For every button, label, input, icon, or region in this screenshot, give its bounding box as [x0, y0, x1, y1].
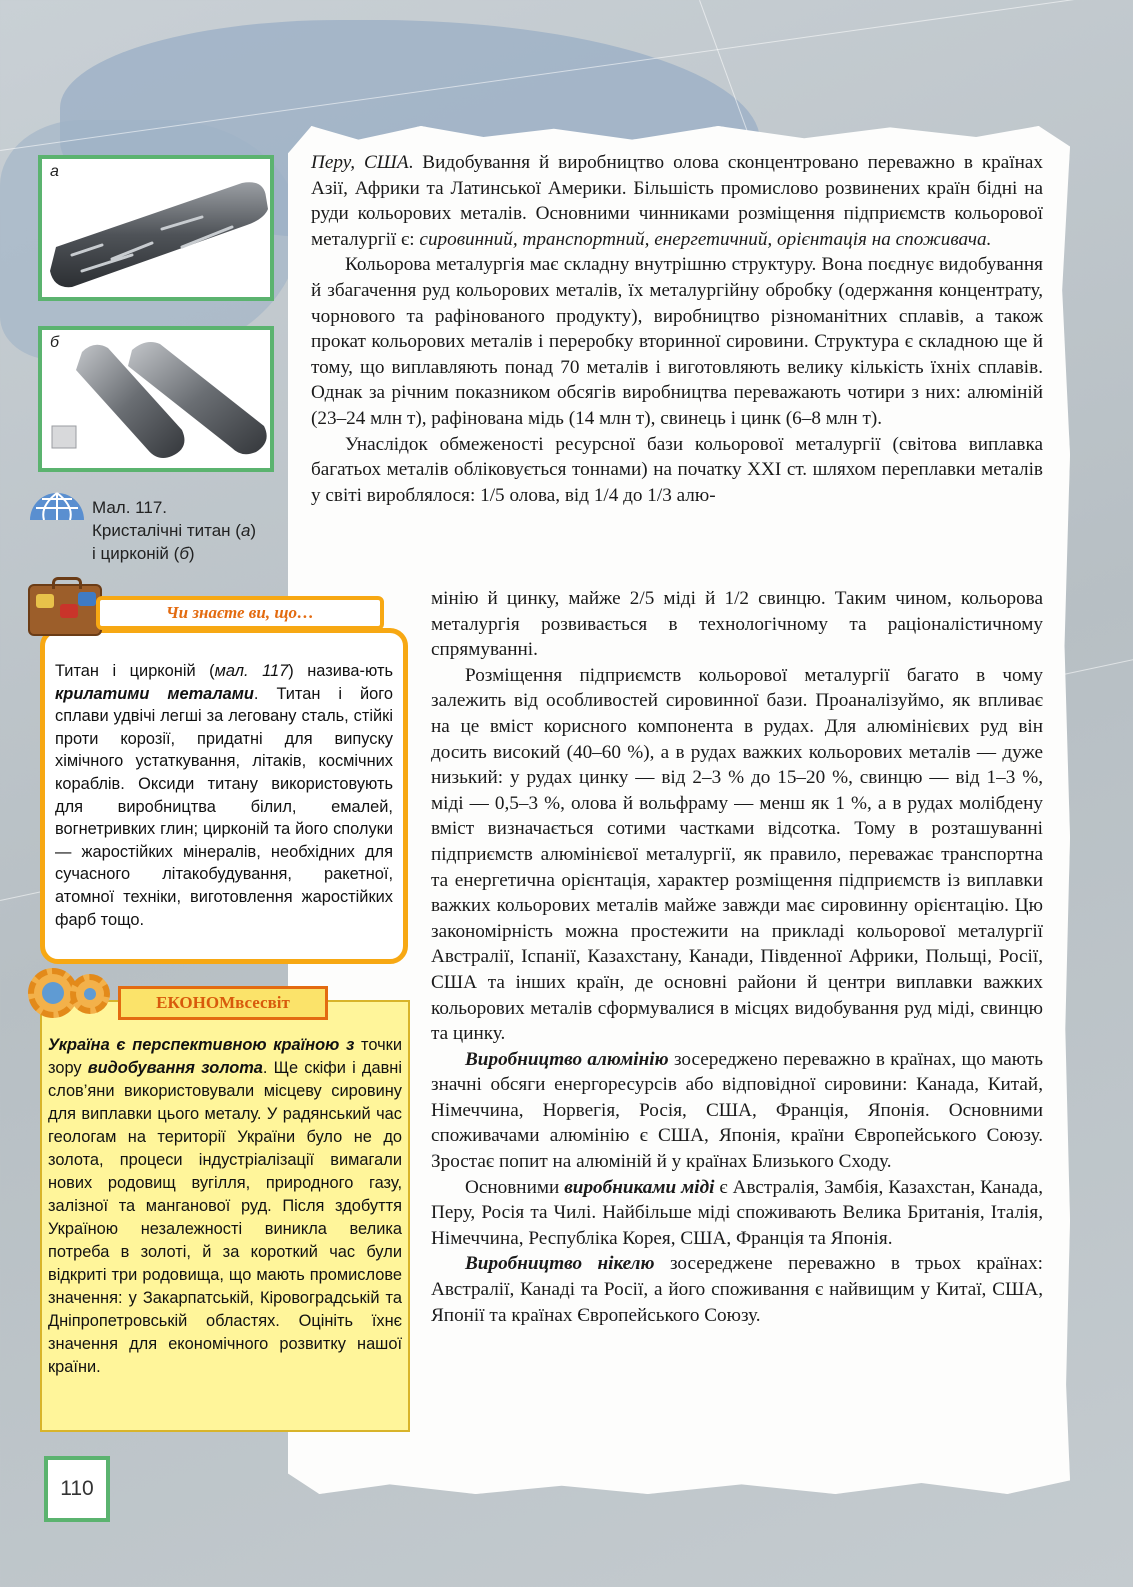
econ-world-text: [48, 1034, 402, 1379]
caption-text: ): [250, 521, 257, 540]
text-span: зосереджено переважно в країнах, що мають значні обсяги енергоресурсів або відповідної сировини: Канада, Китай, Німеччина, Норвегія, Росія, США, Франція, Японія. Основними споживачами алюмінію є США, Японія, країни Європейського Союзу. Зростає попит на алюміній й у країнах Близького Сходу.: [431, 1048, 1043, 1173]
paragraph: [311, 150, 1043, 252]
main-text-bottom: [431, 586, 1043, 1328]
photo-label-a: а: [50, 163, 59, 180]
caption-text: ): [188, 544, 195, 563]
text-span: . Титан і його сплави удвічі легші за леговану сталь, стійкі проти корозії, придатні для випуску хімічного устаткування, літаків, космічних кораблів. Оксиди титану використовують для виробництва білил, емалей, вогнетривких глин; цирконій та його сполуки — жаростійких мінералів, необхідних для сучасного літакобудування, ракетної, атомної техніки, виготовлення жаростійких фарб тощо.: [55, 684, 393, 929]
did-you-know-text: [55, 660, 393, 931]
highlighted-term: крилатими металами: [55, 684, 254, 703]
photo-titanium: [38, 155, 274, 301]
text-span: Титан і цирконій (: [55, 662, 215, 680]
gear-icon: [70, 974, 110, 1014]
paragraph: мінію й цинку, майже 2/5 міді й 1/2 свинцю. Таким чином, кольорова металургія розвивається в технологічному та раціоналістичному спрямуванні.: [431, 588, 1043, 661]
italic-term: сировинний, транспортний, енергетичний, орієнтація на споживача.: [419, 228, 992, 250]
caption-number: Мал. 117.: [92, 498, 167, 517]
paragraph: Унаслідок обмеженості ресурсної бази кольорової металургії (світова виплавка багатьох металів обліковується тоннами) на початку XXI ст. шляхом переплавки металів у світі вироблялося: 1/5 олова, від 1/4 до 1/3 алю-: [311, 433, 1043, 506]
main-text-top: [311, 150, 1043, 508]
text-span: . Видобування й виробництво олова сконцентровано переважно в країнах Азії, Африки та Латинської Америки. Більшість промислово розвинених країн бідні на руди кольорових металів. Основними чинниками розміщення підприємств кольорової металургії є:: [311, 152, 1043, 250]
figure-reference: мал. 117: [214, 662, 289, 680]
photo-zirconium: [38, 326, 274, 472]
text-span: є Австралія, Замбія, Казахстан, Канада, Перу, Росія та Чилі. Найбільше міді споживають Велика Британія, Італія, Німеччина, Республіка Корея, США, Франція та Японія.: [431, 1176, 1044, 1249]
highlighted-term: Виробництво нікелю: [465, 1253, 655, 1275]
caption-ref-a: а: [240, 521, 251, 540]
highlighted-term: виробниками міді: [564, 1176, 715, 1198]
paragraph: [431, 1175, 1043, 1252]
paragraph: [431, 1251, 1043, 1328]
text-span: зосереджене переважно в трьох країнах: Австралії, Канаді та Росії, а його споживання є найвищим у Китаї, США, Японії та країнах Європейського Союзу.: [431, 1253, 1043, 1326]
highlighted-term: Україна є перспективною країною з: [48, 1036, 355, 1054]
figure-caption: [92, 496, 256, 565]
page-number: 110: [44, 1456, 110, 1522]
zirconium-rods-image: [42, 330, 270, 468]
econ-world-title: ЕКОНОМвсесвіт: [118, 986, 328, 1020]
titanium-crystal-image: [42, 159, 270, 297]
caption-text: Кристалічні титан (: [92, 521, 241, 540]
suitcase-icon: [28, 584, 102, 636]
paragraph: Розміщення підприємств кольорової металургії багато в чому залежить від особливостей сировинної бази. Проаналізуймо, як впливає на це вміст корисного компонента в рудах. Для алюмінієвих руд він досить високий (40–60 %), а в рудах важких кольорових металів — дуже низький: у рудах цинку — від 2–3 % до 15–20 %, свинцю — від 1–3 %, міді — 0,5–3 %, олова й вольфраму — менш як 1 %, а в рудах молібдену вміст визначається сотими частками відсотка. Тому в розташуванні підприємств алюмінієвої металургії, як правило, переважає транспортна та енергетична орієнтація, характер розміщення підприємств із виплавки важких кольорових металів майже завжди має сировинну орієнтацію. Цю закономірність можна простежити на прикладі кольорової металургії Австралії, Іспанії, Казахстану, Канади, Південної Африки, Польщі, Росії, США та інших країн, де основні райони й центри виплавки важких кольорових металів сформувалися в місцях видобування руд міді, свинцю та цинку.: [431, 664, 1043, 1045]
paragraph: Кольорова металургія має складну внутрішню структуру. Вона поєднує видобування й збагачення руд кольорових металів, їх металургійну обробку (одержання концентрату, чорнового та рафінованого продукту), виробництво різноманітних сплавів, а також прокат кольорових металів і переробку вторинної сировини. Структура є складною ще й тому, що виплавляють понад 70 металів і виготовляють велику кількість їхніх сплавів. Однак за річним показником обсягів виробництва переважають чотири з них: алюміній (23–24 млн т), рафінована мідь (14 млн т), свинець і цинк (6–8 млн т).: [311, 254, 1043, 429]
highlighted-term: видобування золота: [87, 1059, 263, 1077]
italic-term: Перу, США: [311, 152, 409, 173]
text-span: Основними: [465, 1176, 565, 1198]
caption-text: і цирконій (: [92, 544, 180, 563]
globe-icon: [28, 490, 86, 520]
photo-label-b: б: [50, 334, 59, 351]
text-span: точки зору: [48, 1036, 403, 1077]
caption-ref-b: б: [179, 544, 189, 563]
text-span: . Ще скіфи і давні слов’яни використовували місцеву сировину для виплавки цього металу. У радянський час геологам на території України було не до золота, процеси індустріалізації вимагали нових родовищ вугілля, природного газу, залізної та манганової руд. Після здобуття Україною незалежності виникла велика потреба в золоті, й за короткий час були відкриті три родовища, що мають промислове значення: у Закарпатській, Кіровоградській та Дніпропетровській областях. Оцініть їхнє значення для економічного розвитку нашої країни.: [48, 1059, 402, 1376]
paragraph: [431, 1047, 1043, 1175]
did-you-know-title: Чи знаєте ви, що…: [96, 596, 384, 630]
text-span: ) назива-ють: [288, 662, 393, 680]
highlighted-term: Виробництво алюмінію: [465, 1048, 669, 1070]
